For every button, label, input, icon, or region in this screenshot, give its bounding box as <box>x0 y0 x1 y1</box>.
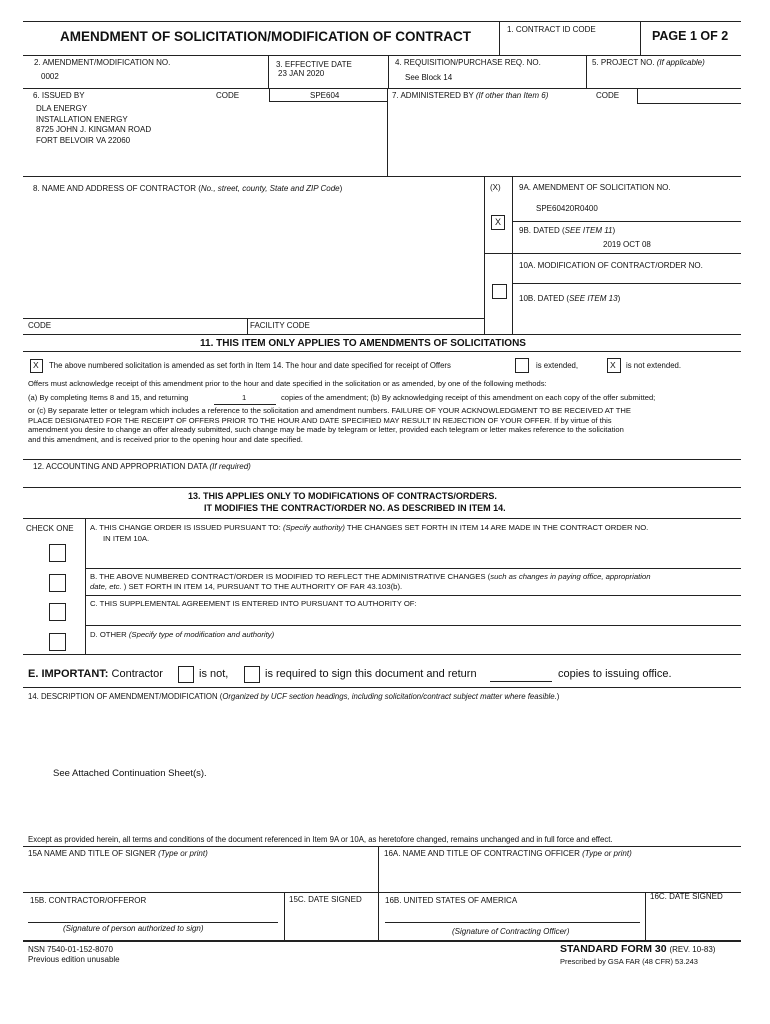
contractor-date-signed-label: 15C. DATE SIGNED <box>289 895 362 904</box>
dated-10b-label: 10B. DATED (SEE ITEM 13) <box>519 294 621 303</box>
contractor-signature-line: (Signature of person authorized to sign) <box>63 924 204 933</box>
form-title: AMENDMENT OF SOLICITATION/MODIFICATION OF CONTRACT <box>60 29 471 44</box>
extended-label: is extended, <box>536 361 579 370</box>
modification-contract-label: 10A. MODIFICATION OF CONTRACT/ORDER NO. <box>519 261 703 270</box>
terms-statement: Except as provided herein, all terms and conditions of the document referenced in Item 9A or 10A, as heretofore changed, remains unchanged and in full force and effect. <box>28 835 613 844</box>
contractor-label: 8. NAME AND ADDRESS OF CONTRACTOR (No., street, county, State and ZIP Code) <box>33 184 343 193</box>
not-extended-checkbox[interactable] <box>607 358 621 373</box>
nsn-number: NSN 7540-01-152-8070 <box>28 945 113 954</box>
amendment-solicitation-value: SPE60420R0400 <box>536 204 598 213</box>
item13-b-checkbox[interactable] <box>49 574 66 592</box>
x-mark: X <box>33 360 39 370</box>
contractor-offeror-label: 15B. CONTRACTOR/OFFEROR <box>30 896 147 905</box>
item11-heading: 11. THIS ITEM ONLY APPLIES TO AMENDMENTS OF SOLICITATIONS <box>200 338 526 349</box>
project-no-label: 5. PROJECT NO. (If applicable) <box>592 58 705 67</box>
officer-signature-line: (Signature of Contracting Officer) <box>452 927 570 936</box>
item11-line3b: copies of the amendment; (b) By acknowledging receipt of this amendment on each copy of the offer submitted; <box>281 393 656 402</box>
dated-9b-value: 2019 OCT 08 <box>603 240 651 249</box>
effective-date-value: 23 JAN 2020 <box>278 69 325 78</box>
requisition-label: 4. REQUISITION/PURCHASE REQ. NO. <box>395 58 541 67</box>
copies-value: 1 <box>242 393 247 402</box>
is-not-label: is not, <box>199 668 229 680</box>
item13-heading2: IT MODIFIES THE CONTRACT/ORDER NO. AS DESCRIBED IN ITEM 14. <box>204 503 506 513</box>
previous-edition-note: Previous edition unusable <box>28 955 120 964</box>
item13-b-text: B. THE ABOVE NUMBERED CONTRACT/ORDER IS MODIFIED TO REFLECT THE ADMINISTRATIVE CHANGES (such as changes in paying office, appropriation <box>90 572 651 581</box>
officer-date-signed-label: 16C. DATE SIGNED <box>650 892 723 901</box>
item11-line1: The above numbered solicitation is amended as set forth in Item 14. The hour and date specified for receipt of Offers <box>49 361 451 370</box>
issued-by-code-value: SPE604 <box>310 91 340 100</box>
page-number: PAGE 1 OF 2 <box>652 29 729 43</box>
amendment-no-value: 0002 <box>41 72 59 81</box>
standard-form-label: STANDARD FORM 30 (REV. 10-83) <box>560 943 716 955</box>
is-required-label: is required to sign this document and return <box>265 668 477 680</box>
extended-checkbox[interactable] <box>515 358 529 373</box>
item13-b-text2: date, etc. ) SET FORTH IN ITEM 14, PURSUANT TO THE AUTHORITY OF FAR 43.103(b). <box>90 582 403 591</box>
solicitation-checkbox[interactable] <box>491 215 505 230</box>
item13-a-text: A. THIS CHANGE ORDER IS ISSUED PURSUANT TO: (Specify authority) THE CHANGES SET FORTH IN ITEM 14 ARE MADE IN THE CONTRACT ORDER NO. <box>90 523 649 532</box>
item14-body: See Attached Continuation Sheet(s). <box>53 768 207 779</box>
dated-9b-label: 9B. DATED (SEE ITEM 11) <box>519 226 616 235</box>
amendment-no-label: 2. AMENDMENT/MODIFICATION NO. <box>34 58 171 67</box>
check-one-label: CHECK ONE <box>26 524 74 533</box>
item11-line2: Offers must acknowledge receipt of this amendment prior to the hour and date specified in the solicitation or as amended, by one of the following methods: <box>28 379 547 388</box>
united-states-label: 16B. UNITED STATES OF AMERICA <box>385 896 518 905</box>
item13-d-checkbox[interactable] <box>49 633 66 651</box>
issuer-address: DLA ENERGY INSTALLATION ENERGY 8725 JOHN J. KINGMAN ROAD FORT BELVOIR VA 22060 <box>36 104 152 145</box>
requisition-value: See Block 14 <box>405 73 453 82</box>
item13-a-text2: IN ITEM 10A. <box>103 534 150 543</box>
not-extended-label: is not extended. <box>626 361 682 370</box>
item11-paragraph: or (c) By separate letter or telegram which includes a reference to the solicitation and amendment numbers. FAILURE OF YOUR ACKNOWLEDGMENT TO BE RECEIVED AT THE PLACE DESIGNATED FOR THE RECEIPT OF OFFERS PRIOR TO THE HOUR AND DATE SPECIFIED MAY RESULT IN REJECTION OF YOUR OFFER. If by virtue of this amendment you desire to change an offer already submitted, such change may be made by telegram or letter, provided each telegram or letter makes reference to the solicitation and this amendment, and is received prior to the opening hour and date specified. <box>28 406 631 444</box>
x-mark: X <box>610 360 616 370</box>
copies-label: copies to issuing office. <box>558 668 672 680</box>
item13-heading1: 13. THIS APPLIES ONLY TO MODIFICATIONS OF CONTRACTS/ORDERS. <box>188 491 497 501</box>
facility-code-label: FACILITY CODE <box>250 321 310 330</box>
prescribed-by-label: Prescribed by GSA FAR (48 CFR) 53.243 <box>560 957 698 966</box>
item13-c-text: C. THIS SUPPLEMENTAL AGREEMENT IS ENTERED INTO PURSUANT TO AUTHORITY OF: <box>90 599 417 608</box>
effective-date-label: 3. EFFECTIVE DATE <box>276 60 352 69</box>
amendment-solicitation-label: 9A. AMENDMENT OF SOLICITATION NO. <box>519 183 671 192</box>
issued-by-code-label: CODE <box>216 91 240 100</box>
item13-c-checkbox[interactable] <box>49 603 66 621</box>
item13-a-checkbox[interactable] <box>49 544 66 562</box>
item14-label: 14. DESCRIPTION OF AMENDMENT/MODIFICATION (Organized by UCF section headings, including solicitation/contract subject matter where feasible.) <box>28 692 560 701</box>
item12-label: 12. ACCOUNTING AND APPROPRIATION DATA (If required) <box>33 462 251 471</box>
item11-amended-checkbox[interactable] <box>30 359 43 373</box>
item11-line3a: (a) By completing Items 8 and 15, and returning <box>28 393 189 402</box>
administered-code-label: CODE <box>596 91 620 100</box>
officer-name-label: 16A. NAME AND TITLE OF CONTRACTING OFFICER (Type or print) <box>384 849 632 858</box>
contract-id-label: 1. CONTRACT ID CODE <box>507 25 596 34</box>
modification-checkbox[interactable] <box>492 284 507 299</box>
administered-by-label: 7. ADMINISTERED BY (If other than Item 6) <box>392 91 549 100</box>
contractor-code-label: CODE <box>28 321 52 330</box>
issued-by-label: 6. ISSUED BY <box>33 91 85 100</box>
is-not-checkbox[interactable] <box>178 666 194 683</box>
x-mark: X <box>495 217 502 227</box>
x-column-label: (X) <box>490 183 501 192</box>
item13-d-text: D. OTHER (Specify type of modification and authority) <box>90 630 275 639</box>
important-row: E. IMPORTANT: Contractor <box>28 668 163 680</box>
signer-name-label: 15A NAME AND TITLE OF SIGNER (Type or print) <box>28 849 208 858</box>
is-required-checkbox[interactable] <box>244 666 260 683</box>
